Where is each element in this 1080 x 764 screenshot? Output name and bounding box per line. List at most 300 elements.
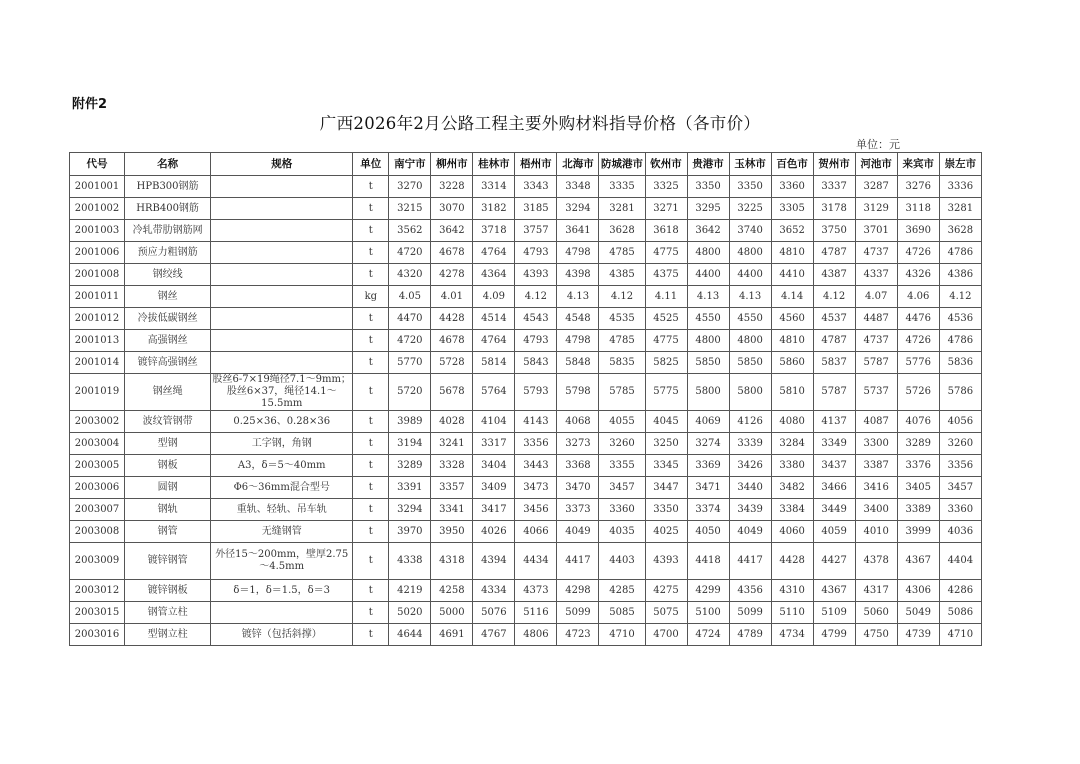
price-cell: 3380 [771,455,813,477]
spec-cell: 无缝钢管 [211,521,353,543]
name-cell: HPB300钢筋 [125,176,211,198]
table-row [70,308,982,330]
column-header: 防城港市 [599,153,645,176]
name-cell: 钢轨 [125,499,211,521]
price-cell: 3389 [897,499,939,521]
price-cell: 5800 [687,374,729,411]
price-cell: 4787 [813,242,855,264]
price-cell: 4394 [473,543,515,580]
code-cell: 2001019 [70,374,125,411]
price-cell: 3641 [557,220,599,242]
unit-note: 单位：元 [856,138,900,151]
price-cell: 4724 [687,624,729,646]
price-cell: 5737 [855,374,897,411]
price-cell: 4025 [645,521,687,543]
document-title: 广西2026年2月公路工程主要外购材料指导价格（各市价） [319,114,761,133]
unit-cell: t [353,264,389,286]
price-cell: 3471 [687,477,729,499]
price-cell: 3281 [939,198,981,220]
price-cell: 3456 [515,499,557,521]
price-cell: 3690 [897,220,939,242]
price-cell: 3284 [771,433,813,455]
price-cell: 4536 [939,308,981,330]
name-cell: 冷拔低碳钢丝 [125,308,211,330]
price-cell: 5814 [473,352,515,374]
price-cell: 4066 [515,521,557,543]
price-cell: 3336 [939,176,981,198]
price-cell: 5060 [855,602,897,624]
spec-cell: 0.25×36、0.28×36 [211,411,353,433]
price-cell: 4.05 [389,286,431,308]
price-cell: 4367 [897,543,939,580]
price-cell: 5678 [431,374,473,411]
code-cell: 2003008 [70,521,125,543]
price-cell: 3374 [687,499,729,521]
price-cell: 4427 [813,543,855,580]
code-cell: 2001003 [70,220,125,242]
price-cell: 4286 [939,580,981,602]
table-row [70,521,982,543]
price-cell: 4800 [729,242,771,264]
price-cell: 3295 [687,198,729,220]
price-cell: 4418 [687,543,729,580]
code-cell: 2003004 [70,433,125,455]
price-cell: 5825 [645,352,687,374]
price-cell: 5109 [813,602,855,624]
price-cell: 5776 [897,352,939,374]
code-cell: 2001001 [70,176,125,198]
price-cell: 4060 [771,521,813,543]
price-cell: 3439 [729,499,771,521]
price-cell: 4049 [729,521,771,543]
price-cell: 4080 [771,411,813,433]
price-cell: 3470 [557,477,599,499]
price-cell: 4691 [431,624,473,646]
price-cell: 3300 [855,433,897,455]
price-cell: 4069 [687,411,729,433]
price-cell: 3404 [473,455,515,477]
unit-cell: t [353,242,389,264]
price-cell: 4275 [645,580,687,602]
price-cell: 3409 [473,477,515,499]
price-cell: 5835 [599,352,645,374]
name-cell: 钢管立柱 [125,602,211,624]
price-cell: 4367 [813,580,855,602]
price-cell: 4734 [771,624,813,646]
table-row [70,624,982,646]
price-cell: 5770 [389,352,431,374]
price-cell: 4356 [729,580,771,602]
price-cell: 4543 [515,308,557,330]
table-row [70,455,982,477]
table-row [70,433,982,455]
price-cell: 5836 [939,352,981,374]
price-cell: 3416 [855,477,897,499]
price-cell: 4393 [645,543,687,580]
unit-cell: t [353,455,389,477]
price-cell: 4775 [645,242,687,264]
price-cell: 4126 [729,411,771,433]
code-cell: 2001006 [70,242,125,264]
price-cell: 4710 [939,624,981,646]
name-cell: 镀锌钢板 [125,580,211,602]
price-cell: 4785 [599,330,645,352]
unit-cell: t [353,198,389,220]
price-cell: 5793 [515,374,557,411]
price-cell: 4787 [813,330,855,352]
price-cell: 4375 [645,264,687,286]
name-cell: 镀锌钢管 [125,543,211,580]
spec-cell: 重轨、轻轨、吊车轨 [211,499,353,521]
price-cell: 4798 [557,330,599,352]
price-cell: 4798 [557,242,599,264]
name-cell: 钢绞线 [125,264,211,286]
unit-cell: t [353,433,389,455]
price-cell: 4.06 [897,286,939,308]
column-header: 柳州市 [431,153,473,176]
price-cell: 4.12 [599,286,645,308]
price-cell: 5076 [473,602,515,624]
price-cell: 3355 [599,455,645,477]
price-cell: 3228 [431,176,473,198]
price-cell: 3384 [771,499,813,521]
code-cell: 2001011 [70,286,125,308]
price-cell: 4385 [599,264,645,286]
price-cell: 3701 [855,220,897,242]
price-cell: 4678 [431,330,473,352]
price-cell: 5850 [729,352,771,374]
code-cell: 2003009 [70,543,125,580]
price-cell: 4793 [515,242,557,264]
price-cell: 3642 [687,220,729,242]
price-cell: 4258 [431,580,473,602]
spec-cell: A3，δ＝5～40mm [211,455,353,477]
price-cell: 3447 [645,477,687,499]
price-cell: 3350 [645,499,687,521]
price-cell: 3273 [557,433,599,455]
price-cell: 4386 [939,264,981,286]
price-cell: 5798 [557,374,599,411]
price-cell: 4320 [389,264,431,286]
price-cell: 4334 [473,580,515,602]
price-cell: 5110 [771,602,813,624]
price-cell: 4.13 [729,286,771,308]
price-cell: 5099 [729,602,771,624]
price-cell: 3350 [729,176,771,198]
column-header: 贵港市 [687,153,729,176]
price-cell: 5720 [389,374,431,411]
price-cell: 5099 [557,602,599,624]
price-cell: 3652 [771,220,813,242]
price-cell: 5800 [729,374,771,411]
price-cell: 4810 [771,242,813,264]
price-cell: 3178 [813,198,855,220]
unit-cell: kg [353,286,389,308]
price-cell: 4059 [813,521,855,543]
price-cell: 4299 [687,580,729,602]
price-cell: 4298 [557,580,599,602]
price-cell: 4470 [389,308,431,330]
unit-cell: t [353,352,389,374]
price-cell: 4.12 [515,286,557,308]
price-cell: 3360 [599,499,645,521]
price-cell: 3070 [431,198,473,220]
price-cell: 3250 [645,433,687,455]
code-cell: 2003006 [70,477,125,499]
price-cell: 3999 [897,521,939,543]
price-cell: 4.11 [645,286,687,308]
spec-cell [211,242,353,264]
price-cell: 3391 [389,477,431,499]
unit-cell: t [353,521,389,543]
price-cell: 3314 [473,176,515,198]
price-cell: 4326 [897,264,939,286]
price-cell: 4036 [939,521,981,543]
price-cell: 4723 [557,624,599,646]
price-cell: 4560 [771,308,813,330]
price-cell: 4.07 [855,286,897,308]
price-cell: 3357 [431,477,473,499]
price-cell: 3628 [939,220,981,242]
price-cell: 4700 [645,624,687,646]
price-cell: 4378 [855,543,897,580]
price-cell: 4055 [599,411,645,433]
price-cell: 3437 [813,455,855,477]
unit-cell: t [353,176,389,198]
price-cell: 3356 [515,433,557,455]
price-cell: 4764 [473,242,515,264]
column-header: 北海市 [557,153,599,176]
price-cell: 3343 [515,176,557,198]
unit-cell: t [353,499,389,521]
price-cell: 4049 [557,521,599,543]
price-cell: 3642 [431,220,473,242]
price-cell: 4550 [729,308,771,330]
price-cell: 4306 [897,580,939,602]
price-cell: 3289 [897,433,939,455]
attachment-label: 附件2 [72,97,108,112]
price-cell: 3274 [687,433,729,455]
price-cell: 4764 [473,330,515,352]
code-cell: 2001014 [70,352,125,374]
price-cell: 3270 [389,176,431,198]
price-cell: 5020 [389,602,431,624]
price-cell: 3562 [389,220,431,242]
price-cell: 4393 [515,264,557,286]
price-cell: 3337 [813,176,855,198]
price-cell: 3356 [939,455,981,477]
price-cell: 3241 [431,433,473,455]
price-cell: 3349 [813,433,855,455]
price-cell: 3440 [729,477,771,499]
unit-cell: t [353,580,389,602]
price-cell: 4720 [389,330,431,352]
table-row [70,242,982,264]
name-cell: 型钢 [125,433,211,455]
price-cell: 5775 [645,374,687,411]
column-header: 河池市 [855,153,897,176]
price-cell: 5785 [599,374,645,411]
price-cell: 3335 [599,176,645,198]
price-cell: 4537 [813,308,855,330]
price-cell: 4.01 [431,286,473,308]
price-cell: 3348 [557,176,599,198]
name-cell: 冷轧带肋钢筋网 [125,220,211,242]
spec-cell [211,602,353,624]
price-cell: 4338 [389,543,431,580]
price-cell: 5726 [897,374,939,411]
unit-cell: t [353,308,389,330]
unit-cell: t [353,543,389,580]
price-cell: 4404 [939,543,981,580]
table-row [70,176,982,198]
price-cell: 4050 [687,521,729,543]
price-cell: 3260 [939,433,981,455]
price-cell: 5786 [939,374,981,411]
price-cell: 3328 [431,455,473,477]
price-cell: 3718 [473,220,515,242]
name-cell: 型钢立柱 [125,624,211,646]
price-cell: 5086 [939,602,981,624]
code-cell: 2001002 [70,198,125,220]
column-header: 名称 [125,153,211,176]
price-cell: 4476 [897,308,939,330]
code-cell: 2001008 [70,264,125,286]
price-cell: 3345 [645,455,687,477]
price-cell: 3400 [855,499,897,521]
column-header: 百色市 [771,153,813,176]
name-cell: 钢板 [125,455,211,477]
spec-cell [211,308,353,330]
price-cell: 3628 [599,220,645,242]
price-cell: 3426 [729,455,771,477]
column-header: 贺州市 [813,153,855,176]
unit-cell: t [353,330,389,352]
price-cell: 4428 [771,543,813,580]
name-cell: 预应力粗钢筋 [125,242,211,264]
price-cell: 5850 [687,352,729,374]
price-cell: 3287 [855,176,897,198]
price-cell: 4137 [813,411,855,433]
spec-cell: 外径15～200mm，壁厚2.75～4.5mm [211,543,353,580]
price-cell: 4767 [473,624,515,646]
column-header: 梧州市 [515,153,557,176]
price-cell: 4775 [645,330,687,352]
price-cell: 4219 [389,580,431,602]
spec-cell: 镀锌（包括斜撑） [211,624,353,646]
price-cell: 4.13 [687,286,729,308]
column-header: 代号 [70,153,125,176]
unit-cell: t [353,220,389,242]
spec-cell [211,352,353,374]
price-cell: 4644 [389,624,431,646]
price-cell: 4793 [515,330,557,352]
code-cell: 2003005 [70,455,125,477]
price-cell: 5837 [813,352,855,374]
name-cell: 钢丝 [125,286,211,308]
price-cell: 4.14 [771,286,813,308]
table-row [70,543,982,580]
price-cell: 4785 [599,242,645,264]
price-cell: 4278 [431,264,473,286]
price-cell: 3443 [515,455,557,477]
price-cell: 5728 [431,352,473,374]
spec-cell [211,286,353,308]
spec-cell [211,198,353,220]
price-cell: 4710 [599,624,645,646]
table-body [70,176,982,646]
price-cell: 3376 [897,455,939,477]
price-cell: 4550 [687,308,729,330]
code-cell: 2003012 [70,580,125,602]
price-cell: 4285 [599,580,645,602]
table-row [70,499,982,521]
price-cell: 3360 [939,499,981,521]
price-cell: 3750 [813,220,855,242]
spec-cell: 工字钢，角钢 [211,433,353,455]
spec-cell: Φ6～36mm混合型号 [211,477,353,499]
price-cell: 4786 [939,330,981,352]
price-cell: 4373 [515,580,557,602]
price-cell: 4045 [645,411,687,433]
price-cell: 4548 [557,308,599,330]
price-cell: 4417 [729,543,771,580]
price-cell: 3457 [939,477,981,499]
price-cell: 3118 [897,198,939,220]
price-cell: 4428 [431,308,473,330]
price-cell: 4800 [687,242,729,264]
price-cell: 3368 [557,455,599,477]
price-cell: 4800 [729,330,771,352]
unit-cell: t [353,411,389,433]
spec-cell: 股丝6-7×19绳径7.1～9mm；股丝6×37，绳径14.1～15.5mm [212,374,351,409]
price-cell: 5848 [557,352,599,374]
price-cell: 3271 [645,198,687,220]
price-cell: 4786 [939,242,981,264]
price-cell: 3281 [599,198,645,220]
price-cell: 5000 [431,602,473,624]
table-row [70,580,982,602]
column-header: 南宁市 [389,153,431,176]
code-cell: 2003016 [70,624,125,646]
price-cell: 5085 [599,602,645,624]
price-cell: 3405 [897,477,939,499]
table-row [70,198,982,220]
price-cell: 4310 [771,580,813,602]
column-header: 玉林市 [729,153,771,176]
price-cell: 4434 [515,543,557,580]
price-cell: 3387 [855,455,897,477]
code-cell: 2003015 [70,602,125,624]
price-cell: 5075 [645,602,687,624]
price-cell: 4417 [557,543,599,580]
price-cell: 4317 [855,580,897,602]
price-cell: 4739 [897,624,939,646]
spec-cell [211,264,353,286]
price-table [69,152,982,646]
name-cell: 钢管 [125,521,211,543]
unit-cell: t [353,374,389,411]
price-cell: 3473 [515,477,557,499]
price-cell: 4737 [855,242,897,264]
price-cell: 3740 [729,220,771,242]
price-cell: 3182 [473,198,515,220]
price-cell: 3618 [645,220,687,242]
name-cell: 镀锌高强钢丝 [125,352,211,374]
column-header: 单位 [353,153,389,176]
price-cell: 3305 [771,198,813,220]
price-cell: 3950 [431,521,473,543]
